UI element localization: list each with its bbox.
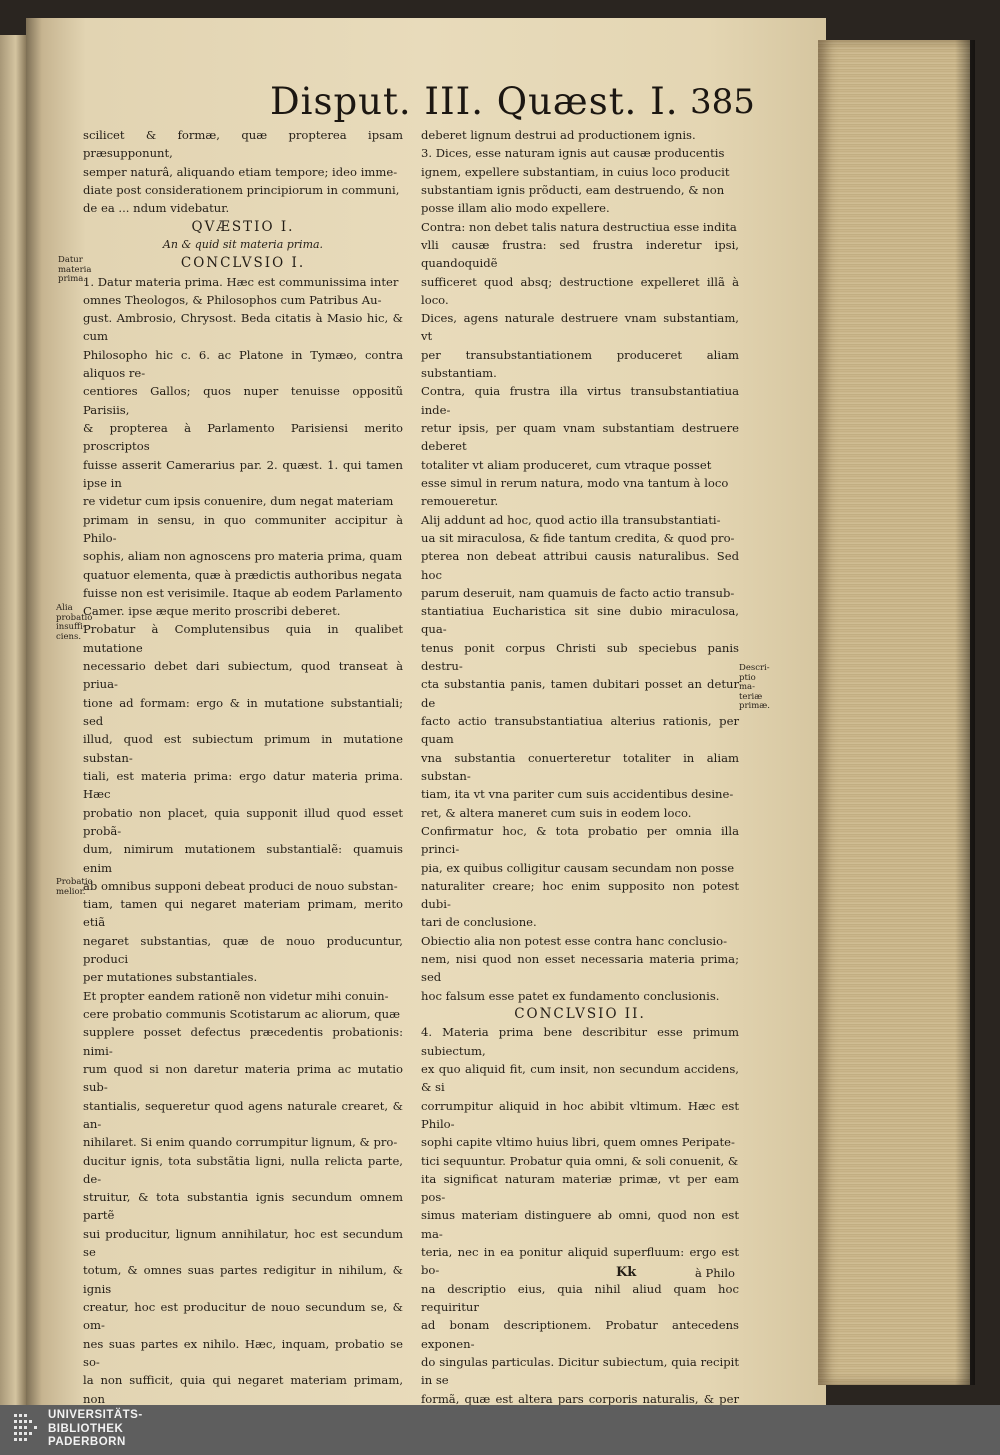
text-line: struitur, & tota substantia ignis secundum omnem partẽ [83,1190,403,1223]
text-line: cere probatio communis Scotistarum ac aliorum, quæ [83,1007,401,1021]
text-line: tiam, ita vt vna pariter cum suis accidentibus desine- [421,787,734,802]
text-line: tione ad formam: ergo & in mutatione substantiali; sed [83,695,403,728]
library-name-line: PADERBORN [48,1436,126,1448]
text-line: nes suas partes ex nihilo. Hæc, inquam, probatio se so- [83,1336,403,1369]
text-line: tiali, est materia prima: ergo datur materia prima. Hæc [83,768,403,802]
text-line: Et propter eandem rationẽ non videtur mihi conuin- [83,988,389,1003]
text-line: probatio non placet, quia supponit illud quod esset probã- [83,805,403,838]
text-line: diate post considerationem principiorum in communi, [83,182,400,197]
text-line: tici sequuntur. Probatur quia omni, & soli conuenit, & [421,1153,739,1168]
text-line: hoc falsum esse patet ex fundamento conclusionis. [421,988,720,1003]
text-line: de ea ... ndum videbatur. [83,201,230,216]
text-line: primam in sensu, in quo communiter accipitur à Philo- [83,512,403,545]
text-line: tiam, tamen qui negaret materiam primam, merito etiã [83,897,403,930]
text-line: dum, nimirum mutationem substantialẽ: quamuis enim [83,842,403,875]
library-footer-bar [0,1405,1000,1455]
text-line: necessario debet dari subiectum, quod transeat à priua- [83,659,403,692]
text-line: la non sufficit, quia qui negaret materiam primam, non [83,1373,403,1405]
text-line: ua sit miraculosa, & fide tantum credita, & quod pro- [421,530,735,545]
library-name-line: BIBLIOTHEK [48,1422,124,1435]
page-number: 385 [690,82,755,122]
margin-note-datur: Datur materia prima. [58,255,92,284]
text-line: 4. Materia prima bene describitur esse primum subiectum, [421,1025,739,1058]
text-line: parum deseruit, nam quamuis de facto actio transub- [421,585,735,600]
text-line: nihilaret. Si enim quando corrumpitur lignum, & pro- [83,1135,398,1150]
text-line: cta substantia panis, tamen dubitari posset an detur de [421,677,739,710]
text-line: negaret substantias, quæ de nouo producuntur, produci [83,933,403,967]
text-line: simus materiam distinguere ab omni, quod non est ma- [421,1208,739,1241]
text-line: fuisse asserit Camerarius par. 2. quæst. 1. qui tamen ipse in [83,457,403,490]
section-heading: CONCLVSIO II. [514,1006,646,1022]
text-line: substantiam ignis prõducti, eam destruendo, & non [421,182,725,197]
text-line: nem, nisi quod non esset necessaria materia prima; sed [421,952,739,985]
text-line: esse simul in rerum natura, modo vna tantum à loco [421,475,729,490]
text-line: pia, ex quibus colligitur causam secundam non posse [421,860,735,875]
text-line: sufficeret quod absq; destructione expelleret illã à loco. [421,274,739,307]
section-heading: CONCLVSIO I. [180,255,306,272]
text-line: na descriptio eius, quia nihil aliud quam hoc requiritur [421,1281,739,1314]
text-line: sophis, aliam non agnoscens pro materia prima, quam [83,549,403,564]
section-subheading: An & quid sit materia prima. [162,237,324,251]
text-line: supplere posset defectus præcedentis probationis: nimi- [83,1025,403,1058]
text-line: Alij addunt ad hoc, quod actio illa transubstantiati- [421,512,721,527]
page-edge-shadow [955,40,975,1385]
signature-mark: Kk [616,1265,637,1280]
text-line: vlli causæ frustra: sed frustra inderetur ipsi, quandoquidẽ [421,237,739,271]
text-line: Philosopho hic c. 6. ac Platone in Tymæo, contra aliquos re- [83,347,403,381]
text-line: gust. Ambrosio, Chrysost. Beda citatis à Masio hic, & cum [83,311,403,344]
text-line: ret, & altera maneret cum suis in eodem loco. [421,805,692,820]
text-line: Dices, agens naturale destruere vnam substantiam, vt [421,311,739,344]
text-line: illud, quod est subiectum primum in mutatione substan- [83,732,403,765]
text-line: totaliter vt aliam produceret, cum vtraque posset [421,457,712,472]
text-line: remoueretur. [421,494,499,509]
text-line: deberet lignum destrui ad productionem ignis. [421,128,696,142]
right-text-column [421,126,739,1405]
text-line: per mutationes substantiales. [83,970,258,985]
library-name-line: UNIVERSITÄTS- [48,1409,143,1421]
text-line: teria, nec in ea ponitur aliquid superfluum: ergo est bo- [421,1245,739,1278]
text-line: omnes Theologos, & Philosophos cum Patribus Au- [83,292,382,307]
text-line: retur ipsis, per quam vnam substantiam destruere deberet [421,421,739,454]
text-line: per transubstantiationem produceret aliam substantiam. [421,347,739,381]
text-line: ducitur ignis, tota substãtia ligni, nulla relicta parte, de- [83,1153,403,1186]
text-line: tenus ponit corpus Christi sub speciebus panis destru- [421,640,739,674]
running-title: Disput. III. Quæst. I. [270,80,679,123]
text-line: stantiatiua Eucharistica sit sine dubio miraculosa, qua- [421,604,739,637]
margin-note-probatio: Probatio melior. [56,877,93,897]
text-line: sophi capite vltimo huius libri, quem omnes Peripate- [421,1135,735,1150]
text-line: 1. Datur materia prima. Hæc est communissima inter [83,274,399,289]
text-line: stantialis, sequeretur quod agens naturale crearet, & an- [83,1098,403,1131]
text-line: Confirmatur hoc, & tota probatio per omnia illa princi- [421,823,739,857]
text-line: pterea non debeat attribui causis naturalibus. Sed hoc [421,549,739,582]
facing-page-edge [0,35,26,1405]
text-line: facto actio transubstantiatiua alterius rationis, per quam [421,714,739,747]
text-line: ad bonam descriptionem. Probatur antecedens exponen- [421,1318,739,1351]
text-line: do singulas particulas. Dicitur subiectum, quia recipit in se [421,1354,739,1388]
text-line: sui producitur, lignum annihilatur, hoc est secundum se [83,1226,403,1260]
text-line: naturaliter creare; hoc enim supposito non potest dubi- [421,878,739,912]
text-line: rum quod si non daretur materia prima ac mutatio sub- [83,1061,403,1095]
text-line: creatur, hoc est producitur de nouo secundum se, & om- [83,1300,403,1333]
margin-note-alia: Alia probatio insuffi-ciens. [56,603,93,642]
text-line: centiores Gallos; quos nuper tenuisse oppositũ Parisiis, [83,384,403,417]
text-line: Camer. ipse æque merito proscribi deberet. [83,604,341,619]
text-line: Contra, quia frustra illa virtus transubstantiatiua inde- [421,384,739,417]
text-line: tari de conclusione. [421,915,537,930]
text-line: re videtur cum ipsis conuenire, dum negat materiam [83,494,394,509]
text-line: ita significat naturam materiæ primæ, vt per eam pos- [421,1171,739,1205]
text-line: corrumpitur aliquid in hoc abibit vltimum. Hæc est Philo- [421,1098,739,1131]
page-block-edge [818,40,970,1385]
section-heading: QVÆSTIO I. [191,218,295,235]
text-line: vna substantia conuerteretur totaliter in aliam substan- [421,750,739,783]
text-line: ab omnibus supponi debeat produci de nouo substan- [83,878,398,893]
text-line: Probatur à Complutensibus quia in qualibet mutatione [83,622,403,655]
text-line: Contra: non debet talis natura destructiua esse indita [421,219,737,234]
text-line: ex quo aliquid fit, cum insit, non secundum accidens, & si [421,1061,739,1095]
text-line: semper naturâ, aliquando etiam tempore; ideo imme- [83,164,398,179]
left-text-column [83,126,403,1405]
text-line: 3. Dices, esse naturam ignis aut causæ producentis [421,146,725,161]
text-line: Obiectio alia non potest esse contra hanc conclusio- [421,933,727,948]
text-line: fuisse non est verisimile. Itaque ab eodem Parlamento [83,585,403,600]
text-line: formã, quæ est altera pars corporis naturalis, & per [421,1391,739,1405]
text-line: scilicet & formæ, quæ propterea ipsam præsupponunt, [83,128,403,161]
text-line: ignem, expellere substantiam, in cuius loco producit [421,164,730,179]
margin-note-descriptio: Descri-ptio ma-teriæ primæ. [739,663,770,711]
library-logo-icon [14,1412,40,1448]
text-line: posse illam alio modo expellere. [421,201,610,216]
text-line: totum, & omnes suas partes redigitur in nihilum, & ignis [83,1263,403,1296]
catchword: à Philo [695,1266,735,1280]
text-line: & propterea à Parlamento Parisiensi merito proscriptos [83,421,403,454]
text-line: quatuor elementa, quæ à prædictis authoribus negata [83,567,402,582]
library-name [48,1409,143,1450]
